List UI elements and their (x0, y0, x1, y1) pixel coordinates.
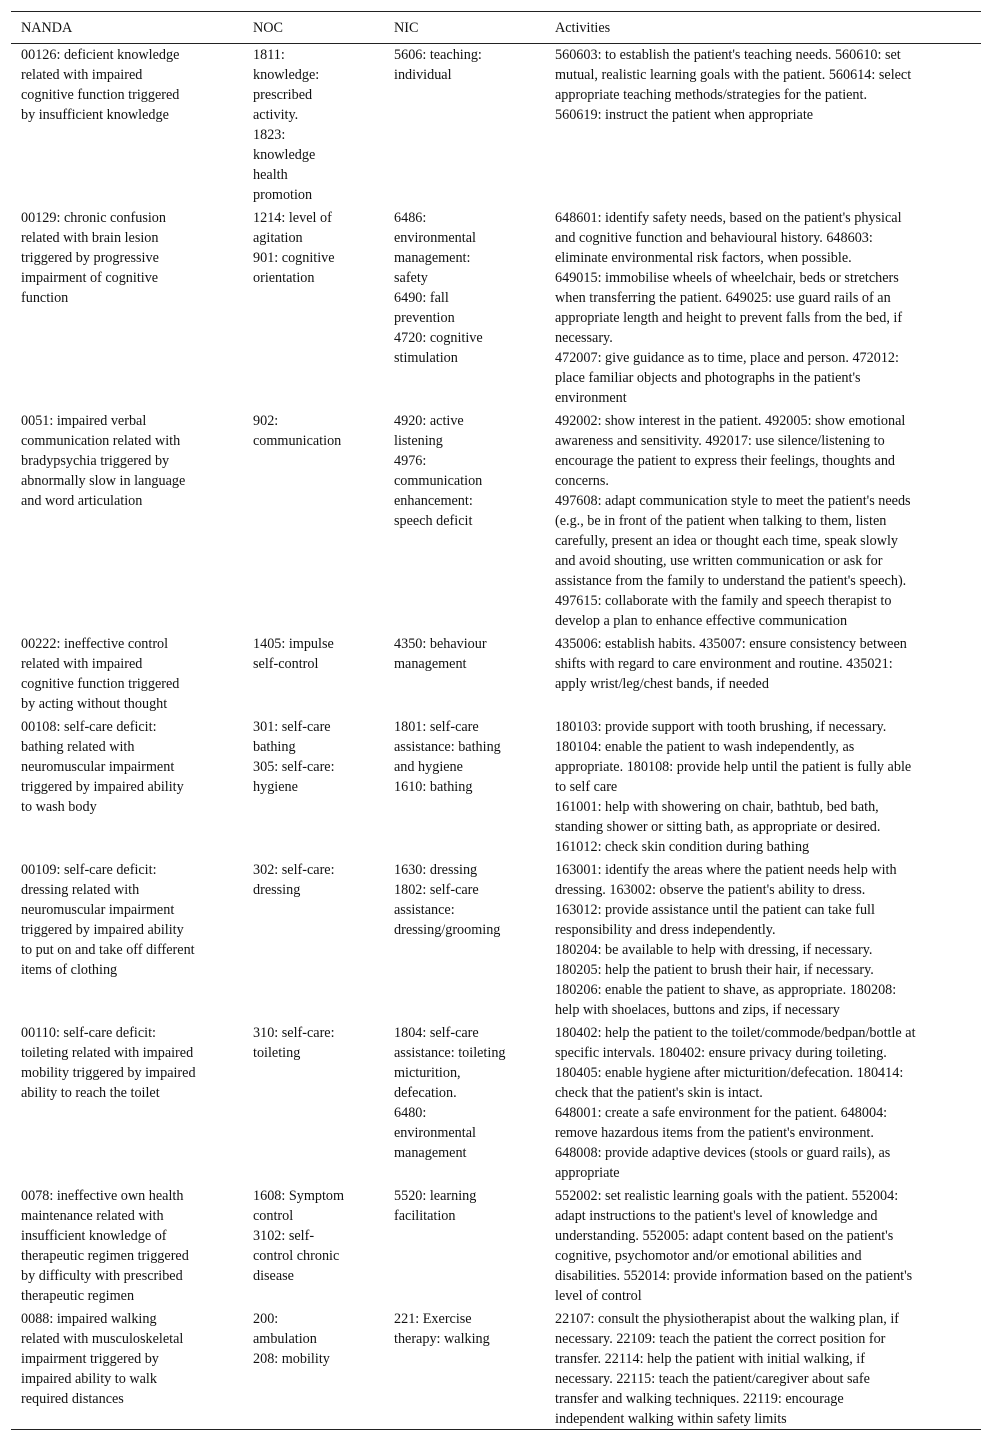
nursing-care-plan-table (11, 11, 981, 1430)
nic-cell: 4920: active listening 4976: communication enhancement: speech deficit (394, 413, 483, 529)
table-row (11, 207, 981, 410)
noc-cell: 301: self-care bathing 305: self-care: hygiene (253, 719, 335, 795)
header-activities: Activities (555, 19, 611, 36)
header-nic: NIC (394, 19, 419, 36)
nanda-cell: 00129: chronic confusion related with brain lesion triggered by progressive impairment of cognitive function (21, 210, 166, 306)
activities-cell: 492002: show interest in the patient. 492005: show emotional awareness and sensitivity. 492017: use silence/listening to encourage the patient to express their feelings, thoughts and concerns. 497608: adapt communication style to meet the patient's needs (e.g., be in front of the patient when talking to them, listen carefully, present an idea or thought each time, speak slowly and avoid shouting, use written communication or ask for assistance from the family to understand the patient's speech). 497615: collaborate with the family and speech therapist to develop a plan to enhance effective communication (555, 413, 911, 629)
table-row (11, 410, 981, 633)
nanda-cell: 00222: ineffective control related with impaired cognitive function triggered by acting without thought (21, 636, 180, 712)
noc-cell: 310: self-care: toileting (253, 1025, 335, 1061)
nic-cell: 6486: environmental management: safety 6490: fall prevention 4720: cognitive stimulation (394, 210, 483, 366)
activities-cell: 648601: identify safety needs, based on the patient's physical and cognitive function and behavioural history. 648603: eliminate environmental risk factors, when possible. 649015: immobilise wheels of wheelchair, beds or stretchers when transferring the patient. 649025: use guard rails of an appropriate length and height to prevent falls from the bed, if necessary. 472007: give guidance as to time, place and person. 472012: place familiar objects and photographs in the patient's environment (555, 210, 903, 406)
noc-cell: 200: ambulation 208: mobility (253, 1311, 330, 1367)
noc-cell: 1608: Symptom control 3102: self- control chronic disease (253, 1188, 345, 1284)
nanda-cell: 00108: self-care deficit: bathing related with neuromuscular impairment triggered by impaired ability to wash body (21, 719, 184, 815)
nic-cell: 1801: self-care assistance: bathing and hygiene 1610: bathing (394, 719, 501, 795)
nic-cell: 4350: behaviour management (394, 636, 487, 672)
nic-cell: 1804: self-care assistance: toileting micturition, defecation. 6480: environmental management (394, 1025, 506, 1161)
nic-cell: 5520: learning facilitation (394, 1188, 477, 1224)
noc-cell: 302: self-care: dressing (253, 862, 335, 898)
nic-cell: 221: Exercise therapy: walking (394, 1311, 490, 1347)
table-row (11, 44, 981, 207)
activities-cell: 22107: consult the physiotherapist about the walking plan, if necessary. 22109: teach the patient the correct position for transfer. 22114: help the patient with initial walking, if necessary. 22115: teach the patient/caregiver about safe transfer and walking techniques. 22119: encourage independent walking within safety limits (555, 1311, 899, 1427)
activities-cell: 163001: identify the areas where the patient needs help with dressing. 163002: observe the patient's ability to dress. 163012: provide assistance until the patient can take full responsibility and dress independently. 180204: be available to help with dressing, if necessary. 180205: help the patient to brush their hair, if necessary. 180206: enable the patient to shave, as appropriate. 180208: help with shoelaces, buttons and zips, if necessary (555, 862, 897, 1018)
noc-cell: 1214: level of agitation 901: cognitive orientation (253, 210, 335, 286)
nanda-cell: 0078: ineffective own health maintenance related with insufficient knowledge of therapeutic regimen triggered by difficulty with prescribed therapeutic regimen (21, 1188, 189, 1304)
noc-cell: 1811: knowledge: prescribed activity. 1823: knowledge health promotion (253, 47, 320, 203)
nic-cell: 5606: teaching: individual (394, 47, 482, 83)
activities-cell: 435006: establish habits. 435007: ensure consistency between shifts with regard to care environment and routine. 435021: apply wrist/leg/chest bands, if needed (555, 636, 907, 692)
nanda-cell: 00109: self-care deficit: dressing related with neuromuscular impairment triggered by impaired ability to put on and take off different items of clothing (21, 862, 195, 978)
noc-cell: 1405: impulse self-control (253, 636, 334, 672)
table-row (11, 1185, 981, 1308)
header-noc: NOC (253, 19, 283, 36)
nanda-cell: 00110: self-care deficit: toileting related with impaired mobility triggered by impaired ability to reach the toilet (21, 1025, 196, 1101)
nanda-cell: 00126: deficient knowledge related with impaired cognitive function triggered by insufficient knowledge (21, 47, 180, 123)
table-row (11, 1022, 981, 1185)
nanda-cell: 0051: impaired verbal communication related with bradypsychia triggered by abnormally slow in language and word articulation (21, 413, 186, 509)
table-header-row (11, 12, 981, 44)
table-row (11, 859, 981, 1022)
activities-cell: 552002: set realistic learning goals with the patient. 552004: adapt instructions to the patient's level of knowledge and understanding. 552005: adapt content based on the patient's cognitive, psychomotor and/or emotional abilities and disabilities. 552014: provide information based on the patient's level of control (555, 1188, 913, 1304)
nic-cell: 1630: dressing 1802: self-care assistance: dressing/grooming (394, 862, 501, 938)
activities-cell: 560603: to establish the patient's teaching needs. 560610: set mutual, realistic learning goals with the patient. 560614: select appropriate teaching methods/strategies for the patient. 560619: instruct the patient when appropriate (555, 47, 912, 123)
table-row (11, 716, 981, 859)
table-row (11, 633, 981, 716)
table-row (11, 1308, 981, 1429)
activities-cell: 180402: help the patient to the toilet/commode/bedpan/bottle at specific intervals. 180402: ensure privacy during toileting. 180405: enable hygiene after micturition/defecation. 180414: check that the patient's skin is intact. 648001: create a safe environment for the patient. 648004: remove hazardous items from the patient's environment. 648008: provide adaptive devices (stools or guard rails), as appropriate (555, 1025, 916, 1181)
nanda-cell: 0088: impaired walking related with musculoskeletal impairment triggered by impaired ability to walk required distances (21, 1311, 184, 1407)
header-nanda: NANDA (21, 19, 73, 36)
activities-cell: 180103: provide support with tooth brushing, if necessary. 180104: enable the patient to wash independently, as appropriate. 180108: provide help until the patient is fully able to self care 161001: help with showering on chair, bathtub, bed bath, standing shower or sitting bath, as appropriate or desired. 161012: check skin condition during bathing (555, 719, 912, 855)
noc-cell: 902: communication (253, 413, 342, 449)
